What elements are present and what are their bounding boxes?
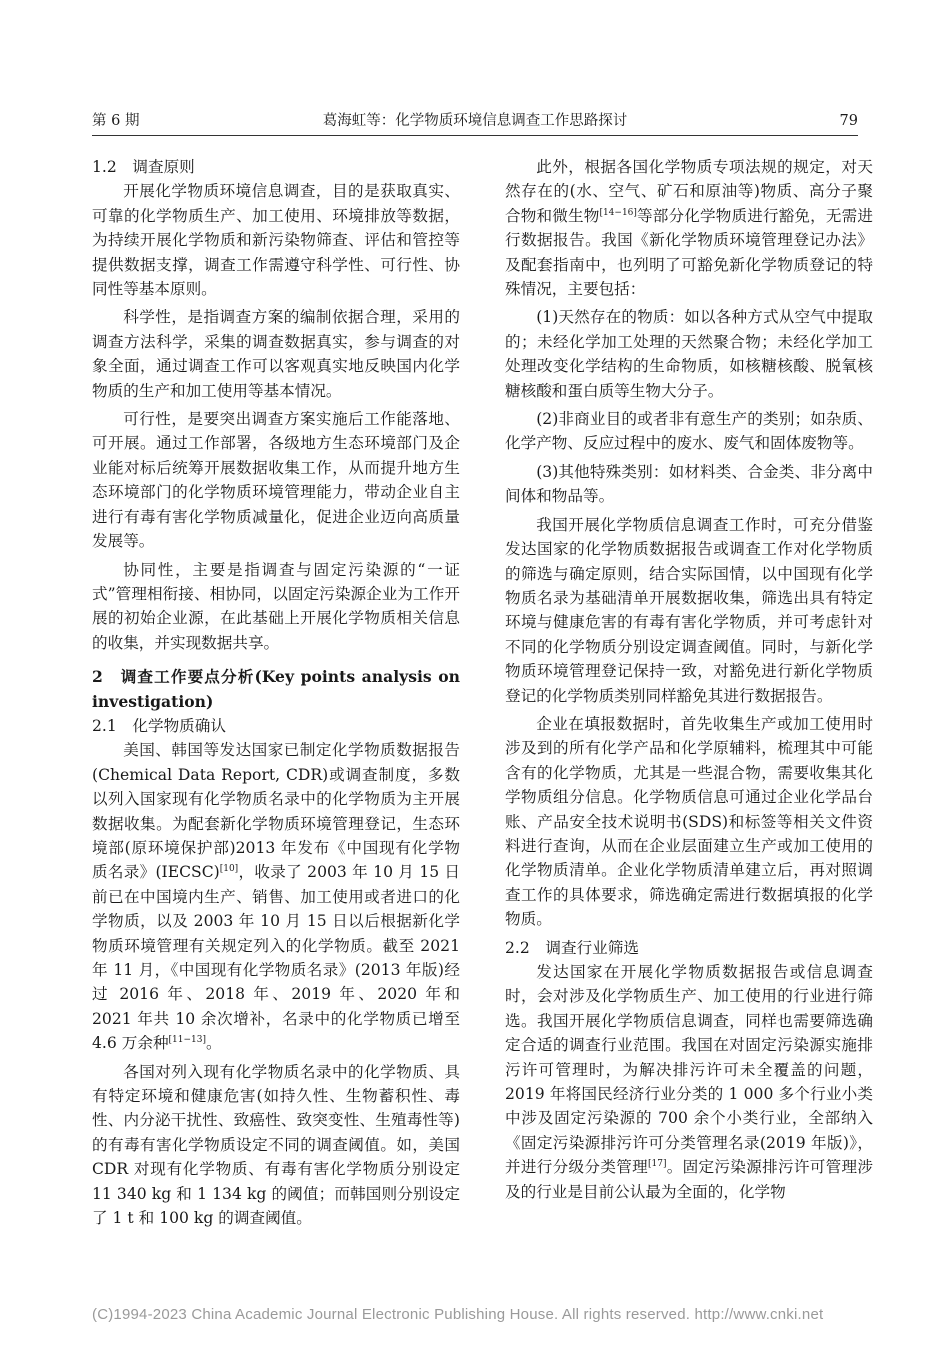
right-column [505, 155, 873, 1208]
running-header [92, 111, 858, 136]
citation[interactable]: [11−13] [168, 1035, 207, 1046]
paragraph: (2)非商业目的或者非有意生产的类别；如杂质、化学产物、反应过程中的废水、废气和固体废物等。 [505, 410, 873, 453]
left-column [92, 155, 460, 1234]
paragraph: 可行性，是要突出调查方案实施后工作能落地、可开展。通过工作部署，各级地方生态环境部门及企业能对标后统筹开展数据收集工作，从而提升地方生态环境部门的化学物质环境管理能力，带动企业自主进行有毒有害化学物质减量化，促进企业迈向高质量发展等。 [92, 410, 460, 551]
section-heading-2-2: 2.2 调查行业筛选 [505, 938, 639, 957]
running-title: 葛海虹等：化学物质环境信息调查工作思路探讨 [322, 113, 628, 129]
paragraph: 各国对列入现有化学物质名录中的化学物质、具有特定环境和健康危害(如持久性、生物蓄积性、毒性、内分泌干扰性、致癌性、致突变性、生殖毒性等)的有毒有害化学物质设定不同的调查阈值。如，美国 CDR 对现有化学物质、有毒有害化学物质分别设定 11 340 kg 和 1 134 kg 的阈值；而韩国则分别设定了 1 t 和 100 kg 的调查阈值。 [92, 1062, 460, 1228]
citation[interactable]: [14−16] [599, 207, 637, 218]
paragraph: 美国、韩国等发达国家已制定化学物质数据报告(Chemical Data Report, CDR)或调查制度，多数以列入国家现有化学物质名录中的化学物质为主开展数据收集。为配套新化学物质环境管理登记，生态环境部(原环境保护部)2013 年发布《中国现有化学物质名录》(IECSC)[10]，收录了 2003 年 10 月 15 日前已在中国境内生产、销售、加工使用或者进口的化学物质，以及 2003 年 10 月 15 日以后根据新化学物质环境管理有关规定列入的化学物质。截至 2021 年 11 月，《中国现有化学物质名录》(2013 年版)经过 2016 年、2018 年、2019 年、2020 年和 2021 年共 10 余次增补，名录中的化学物质已增至 4.6 万余种[11−13]。 [92, 741, 460, 1053]
paragraph: 科学性，是指调查方案的编制依据合理，采用的调查方法科学，采集的调查数据真实，参与调查的对象全面，通过调查工作可以客观真实地反映国内化学物质的生产和加工使用等基本情况。 [92, 308, 460, 400]
citation[interactable]: [10] [219, 864, 239, 875]
section-heading-1-2: 1.2 调查原则 [92, 158, 195, 176]
paragraph: (1)天然存在的物质：如以各种方式从空气中提取的；未经化学加工处理的天然聚合物；未经化学加工处理改变化学结构的生命物质，如核糖核酸、脱氧核糖核酸和蛋白质等生物大分子。 [505, 308, 873, 400]
paragraph: (3)其他特殊类别：如材料类、合金类、非分离中间体和物品等。 [505, 462, 873, 506]
paragraph: 发达国家在开展化学物质数据报告或信息调查时，会对涉及化学物质生产、加工使用的行业进行筛选。我国开展化学物质信息调查，同样也需要筛选确定合适的调查行业范围。我国在对固定污染源实施排污许可管理时，为解决排污许可未全覆盖的问题，2019 年将国民经济行业分类的 1 000 多个行业小类中涉及固定污染源的 700 余个小类行业，全部纳入《固定污染源排污许可分类管理名录(2019 年版)》，并进行分级分类管理[17]。固定污染源排污许可管理涉及的行业是目前公认最为全面的，化学物 [505, 963, 873, 1201]
paragraph: 此外，根据各国化学物质专项法规的规定，对天然存在的(水、空气、矿石和原油等)物质、高分子聚合物和微生物[14−16]等部分化学物质进行豁免，无需进行数据报告。我国《新化学物质环境管理登记办法》及配套指南中，也列明了可豁免新化学物质登记的特殊情况，主要包括： [505, 158, 873, 299]
copyright-footer: (C)1994-2023 China Academic Journal Electronic Publishing House. All rights reserved. http://www.cnki.net [92, 1306, 824, 1323]
citation[interactable]: [17] [647, 1159, 667, 1170]
paragraph: 开展化学物质环境信息调查，目的是获取真实、可靠的化学物质生产、加工使用、环境排放等数据，为持续开展化学物质和新污染物筛查、评估和管控等提供数据支撑，调查工作需遵守科学性、可行性、协同性等基本原则。 [92, 182, 460, 299]
paragraph: 我国开展化学物质信息调查工作时，可充分借鉴发达国家的化学物质数据报告或调查工作对化学物质的筛选与确定原则，结合实际国情，以中国现有化学物质名录为基础清单开展数据收集，筛选出具有特定环境与健康危害的有毒有害化学物质，并可考虑针对不同的化学物质分别设定调查阈值。同时，与新化学物质环境管理登记保持一致，对豁免进行新化学物质登记的化学物质类别同样豁免其进行数据报告。 [505, 515, 873, 705]
paragraph: 企业在填报数据时，首先收集生产或加工使用时涉及到的所有化学产品和化学原辅料，梳理其中可能含有的化学物质，尤其是一些混合物，需要收集其化学物质组分信息。化学物质信息可通过企业化学品台账、产品安全技术说明书(SDS)和标签等相关文件资料进行查询，从而在企业层面建立生产或加工使用的化学物质清单。企业化学物质清单建立后，再对照调查工作的具体要求，筛选确定需进行数据填报的化学物质。 [505, 714, 873, 929]
section-heading-2-1: 2.1 化学物质确认 [92, 716, 226, 735]
paragraph: 协同性，主要是指调查与固定污染源的“一证式”管理相衔接、相协同，以固定污染源企业为工作开展的初始企业源，在此基础上开展化学物质相关信息的收集，并实现数据共享。 [92, 560, 460, 652]
section-heading-2: 2 调查工作要点分析(Key points analysis on investigation) [92, 667, 460, 711]
page-number: 79 [839, 113, 858, 129]
issue-number: 第 6 期 [92, 113, 140, 129]
